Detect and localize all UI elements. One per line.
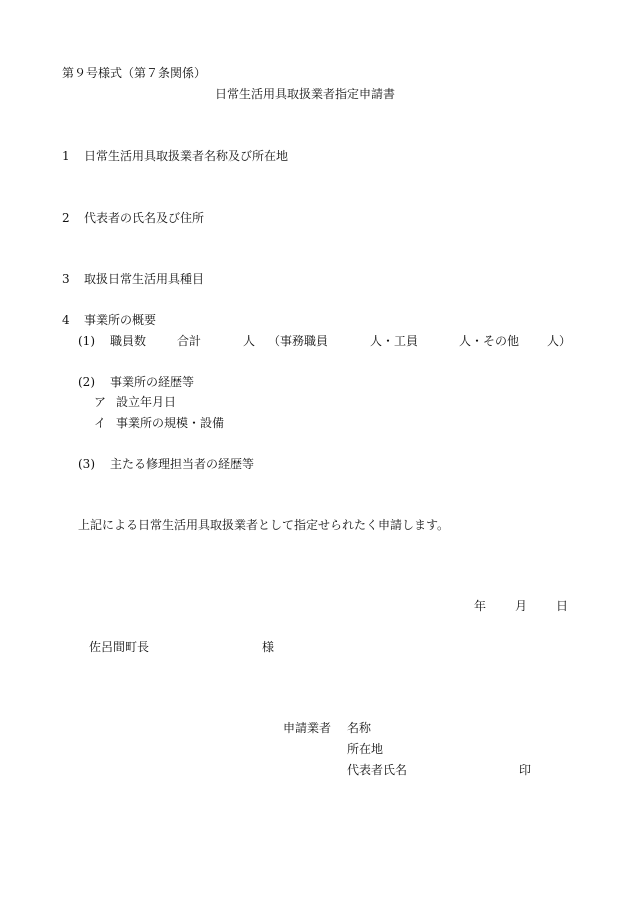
applicant-name-label: 名称 bbox=[347, 721, 372, 735]
item-2-number: 2 bbox=[62, 211, 70, 225]
date-month-label: 月 bbox=[515, 599, 528, 613]
addressee-honorific: 様 bbox=[262, 640, 275, 654]
date-year-label: 年 bbox=[474, 599, 487, 613]
scale-facilities-label: 事業所の規模・設備 bbox=[116, 416, 225, 430]
document-title: 日常生活用具取扱業者指定申請書 bbox=[215, 87, 396, 101]
staff-count-label: 職員数 bbox=[110, 334, 147, 348]
staff-total-unit: 人 bbox=[243, 334, 256, 348]
item-3-label: 取扱日常生活用具種目 bbox=[84, 272, 205, 286]
applicant-label: 申請業者 bbox=[283, 721, 332, 735]
item-3-number: 3 bbox=[62, 272, 70, 286]
subitem-i-mark: イ bbox=[94, 416, 107, 430]
item-1-number: 1 bbox=[62, 149, 70, 163]
addressee-name: 佐呂間町長 bbox=[89, 640, 150, 654]
establishment-date-label: 設立年月日 bbox=[116, 395, 177, 409]
staff-close-label: 人） bbox=[547, 334, 572, 348]
subitem-a-mark: ア bbox=[94, 395, 107, 409]
applicant-representative-label: 代表者氏名 bbox=[347, 763, 408, 777]
application-statement: 上記による日常生活用具取扱業者として指定せられたく申請します。 bbox=[78, 518, 450, 532]
item-1-label: 日常生活用具取扱業者名称及び所在地 bbox=[84, 149, 289, 163]
item-4-number: 4 bbox=[62, 313, 70, 327]
subitem-2-number: (2) bbox=[78, 375, 95, 389]
repair-staff-history-label: 主たる修理担当者の経歴等 bbox=[110, 457, 255, 471]
date-day-label: 日 bbox=[556, 599, 569, 613]
form-number: 第９号様式（第７条関係） bbox=[62, 66, 207, 80]
subitem-1-number: (1) bbox=[78, 334, 95, 348]
item-2-label: 代表者の氏名及び住所 bbox=[84, 211, 205, 225]
business-history-label: 事業所の経歴等 bbox=[110, 375, 195, 389]
item-4-label: 事業所の概要 bbox=[84, 313, 157, 327]
clerical-staff-label: （事務職員 bbox=[268, 334, 329, 348]
subitem-3-number: (3) bbox=[78, 457, 95, 471]
worker-staff-label: 人・工員 bbox=[370, 334, 419, 348]
applicant-address-label: 所在地 bbox=[347, 742, 384, 756]
other-staff-label: 人・その他 bbox=[459, 334, 520, 348]
seal-mark: 印 bbox=[519, 763, 532, 777]
staff-total-label: 合計 bbox=[177, 334, 202, 348]
